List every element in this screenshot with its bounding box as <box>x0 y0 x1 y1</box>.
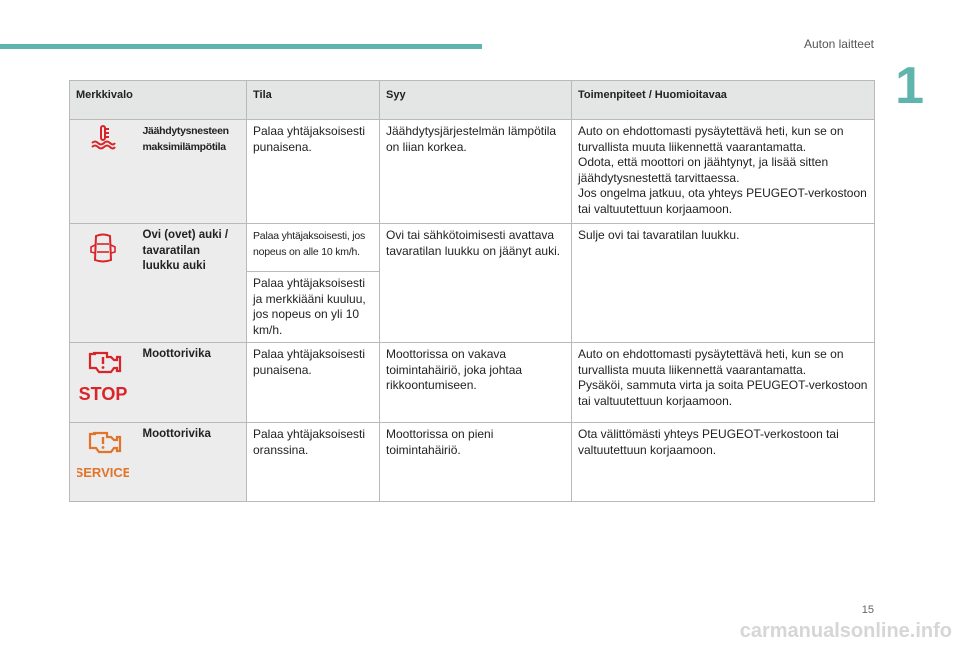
cause-cell: Jäähdytysjärjestelmän lämpötila on liian korkea. <box>380 120 572 224</box>
watermark: carmanualsonline.info <box>739 620 952 642</box>
action-cell: Sulje ovi tai tavaratilan luukku. <box>572 224 875 343</box>
coolant-temperature-icon <box>90 124 116 155</box>
header-merkkivalo: Merkkivalo <box>70 81 247 120</box>
action-cell: Auto on ehdottomasti pysäytettävä heti, kun se on turvallista muuta liikennettä vaarantamatta. Odota, että moottori on jäähtynyt, ja lisää sitten jäähdytysnestettä tarvittaessa. Jos ongelma jatkuu, ota yhteys PEUGEOT-verkostoon tai valtuutettuun korjaamoon. <box>572 120 875 224</box>
engine-service-icon <box>77 427 129 486</box>
cause-cell: Moottorissa on pieni toimintahäiriö. <box>380 423 572 502</box>
icon-cell <box>70 343 137 423</box>
state-cell: Palaa yhtäjaksoisesti punaisena. <box>247 120 380 224</box>
icon-cell <box>70 423 137 502</box>
page-number: 15 <box>861 604 874 616</box>
action-cell: Ota välittömästi yhteys PEUGEOT-verkostoon tai valtuutettuun korjaamoon. <box>572 423 875 502</box>
state-cell: Palaa yhtäjaksoisesti ja merkkiääni kuuluu, jos nopeus on yli 10 km/h. <box>247 272 380 343</box>
header-toimenpiteet: Toimenpiteet / Huomioitavaa <box>572 81 875 120</box>
table-row <box>70 423 875 502</box>
door-open-icon <box>90 232 116 269</box>
section-title: Auton laitteet <box>803 37 874 51</box>
state-cell: Palaa yhtäjaksoisesti punaisena. <box>247 343 380 423</box>
cause-cell: Moottorissa on vakava toimintahäiriö, joka johtaa rikkoontumiseen. <box>380 343 572 423</box>
table-row <box>70 343 875 423</box>
table-row <box>70 120 875 224</box>
table-row <box>70 224 875 272</box>
light-name: Moottorivika <box>137 343 247 423</box>
light-name: Jäähdytysnesteen maksimilämpötila <box>137 120 247 224</box>
light-name: Moottorivika <box>137 423 247 502</box>
light-name: Ovi (ovet) auki / tavaratilan luukku auki <box>137 224 247 343</box>
engine-stop-icon <box>79 347 127 408</box>
header-accent-bar <box>0 44 482 49</box>
action-cell: Auto on ehdottomasti pysäytettävä heti, kun se on turvallista muuta liikennettä vaarantamatta. Pysäköi, sammuta virta ja soita PEUGEOT-verkostoon tai valtuutettuun korjaamoon. <box>572 343 875 423</box>
stop-icon-text: STOP <box>79 384 128 403</box>
chapter-number: 1 <box>895 57 924 115</box>
service-icon-text: SERVICE <box>77 465 130 480</box>
icon-cell <box>70 120 137 224</box>
table-header-row <box>70 81 875 120</box>
warning-lights-table <box>69 80 875 502</box>
header-syy: Syy <box>380 81 572 120</box>
cause-cell: Ovi tai sähkötoimisesti avattava tavaratilan luukku on jäänyt auki. <box>380 224 572 343</box>
state-cell: Palaa yhtäjaksoisesti, jos nopeus on alle 10 km/h. <box>247 224 380 272</box>
icon-cell <box>70 224 137 343</box>
state-cell: Palaa yhtäjaksoisesti oranssina. <box>247 423 380 502</box>
header-tila: Tila <box>247 81 380 120</box>
